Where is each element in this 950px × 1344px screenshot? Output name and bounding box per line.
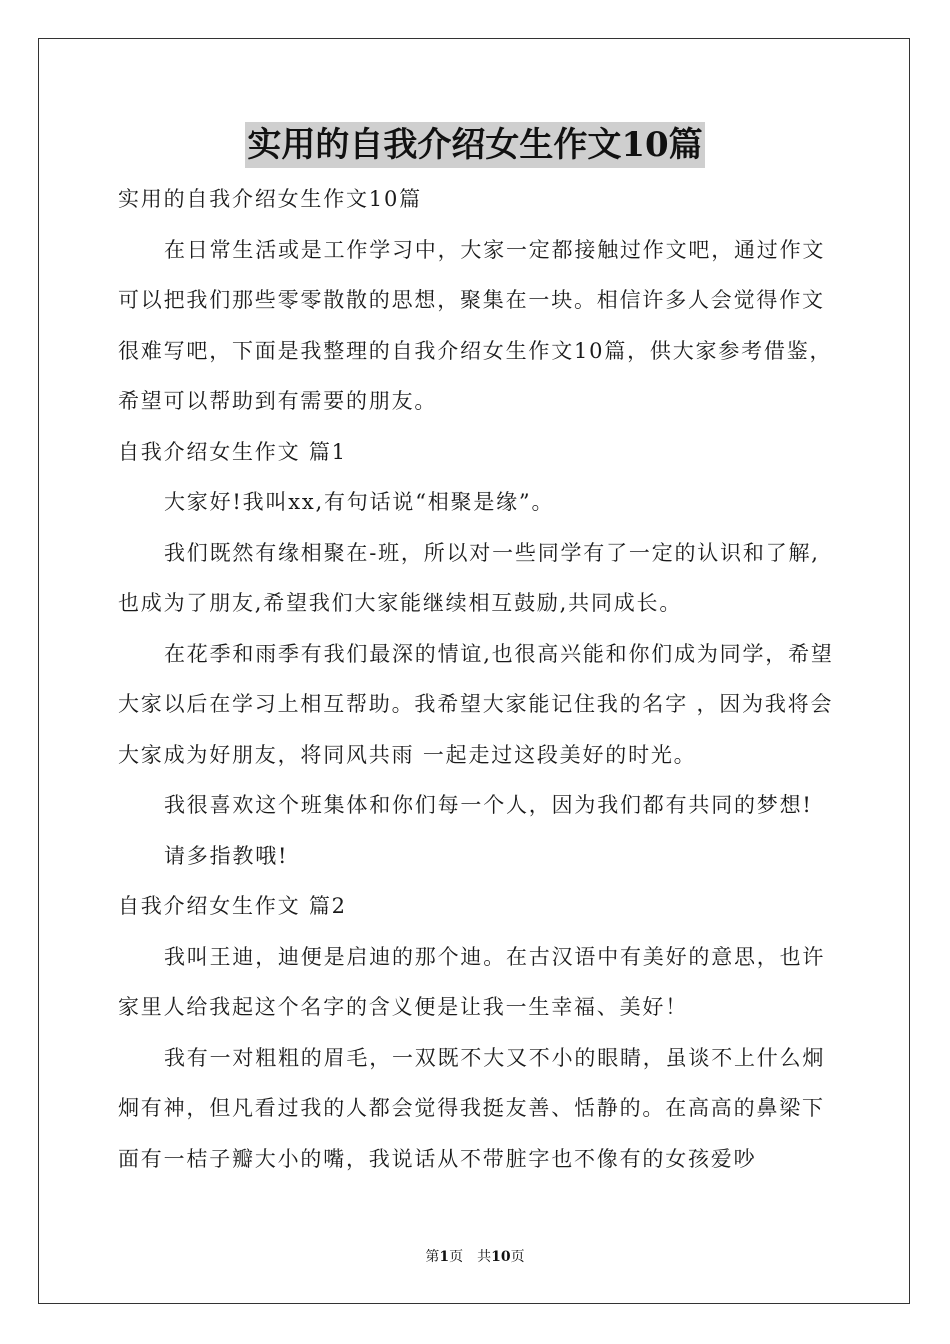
document-body [118,174,838,1184]
paragraph: 实用的自我介绍女生作文10篇 [118,187,422,211]
footer-mid: 页 共 [449,1249,492,1265]
footer-suffix: 页 [510,1249,525,1265]
footer-total-pages: 10 [491,1249,511,1265]
section-heading: 自我介绍女生作文 篇1 [118,439,347,464]
paragraph: 我有一对粗粗的眉毛，一双既不大又不小的眼睛，虽谈不上什么炯炯有神，但凡看过我的人都会觉得我挺友善、恬静的。在高高的鼻梁下面有一桔子瓣大小的嘴，我说话从不带脏字也不像有的女孩爱吵 [118,1045,826,1171]
paragraph: 我很喜欢这个班集体和你们每一个人，因为我们都有共同的梦想! [164,793,813,817]
paragraph: 在花季和雨季有我们最深的情谊,也很高兴能和你们成为同学，希望大家以后在学习上相互帮助。我希望大家能记住我的名字 ，因为我将会大家成为好朋友，将同风共雨 一起走过这段美好的时光。 [118,641,834,767]
paragraph: 我们既然有缘相聚在-班，所以对一些同学有了一定的认识和了解,也成为了朋友,希望我们大家能继续相互鼓励,共同成长。 [118,540,820,615]
paragraph: 我叫王迪，迪便是启迪的那个迪。在古汉语中有美好的意思，也许家里人给我起这个名字的含义便是让我一生幸福、美好！ [118,944,826,1019]
paragraph: 在日常生活或是工作学习中，大家一定都接触过作文吧，通过作文可以把我们那些零零散散的思想，聚集在一块。相信许多人会觉得作文很难写吧，下面是我整理的自我介绍女生作文10篇，供大家参考借鉴，希望可以帮助到有需要的朋友。 [118,237,833,413]
title-area [0,122,950,168]
section-heading: 自我介绍女生作文 篇2 [118,894,347,918]
footer-prefix: 第 [425,1249,440,1265]
footer-current-page: 1 [439,1249,450,1265]
document-title: 实用的自我介绍女生作文10篇 [245,122,704,168]
page-footer [0,1246,950,1266]
paragraph: 请多指教哦! [164,843,289,868]
paragraph: 大家好!我叫xx,有句话说“相聚是缘”。 [164,490,555,514]
